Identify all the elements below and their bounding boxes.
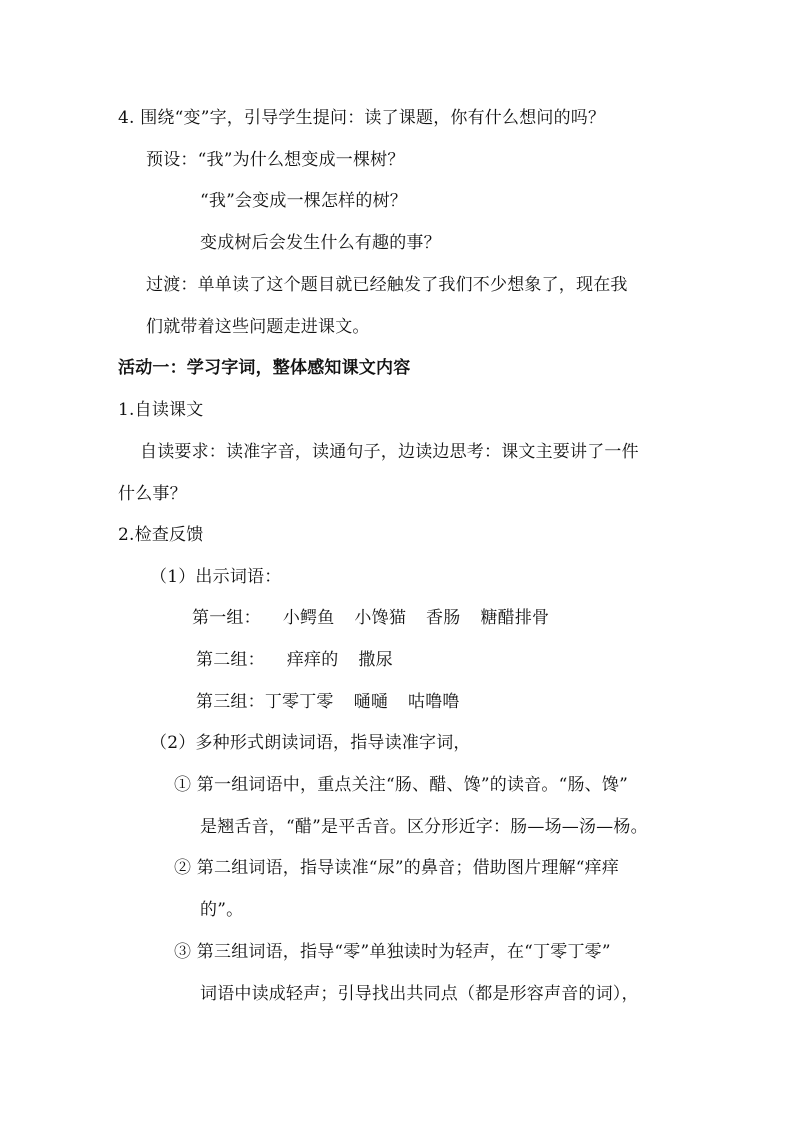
point-2-line-1: ② 第二组词语，指导读准“尿”的鼻音；借助图片理解“痒痒 <box>174 858 620 878</box>
activity-heading: 活动一：学习字词，整体感知课文内容 <box>118 358 411 378</box>
word-item: 咕噜噜 <box>408 692 460 712</box>
step-1-title: 1.自读课文 <box>118 400 204 420</box>
point-2-line-2: 的”。 <box>200 900 244 920</box>
word-item: 小馋猫 <box>354 608 407 628</box>
word-group-label: 第一组： <box>192 608 261 628</box>
preset-question-3: 变成树后会发生什么有趣的事？ <box>200 233 441 253</box>
sub-step-1-title: （1）出示词语： <box>150 567 282 587</box>
transition-line-1: 过渡：单单读了这个题目就已经触发了我们不少想象了，现在我 <box>146 275 628 295</box>
step-1-requirement-line-1: 自读要求：读准字音，读通句子，边读边思考：课文主要讲了一件 <box>140 442 639 462</box>
point-1-line-2: 是翘舌音，“醋”是平舌音。区分形近字：肠—场—汤—杨。 <box>200 817 648 837</box>
word-group-label: 第二组： <box>196 650 265 670</box>
point-3-line-2: 词语中读成轻声；引导找出共同点（都是形容声音的词）， <box>200 984 639 1004</box>
word-group-2 <box>196 648 393 672</box>
step-1-requirement-line-2: 什么事？ <box>118 484 187 504</box>
point-3-line-1: ③ 第三组词语，指导“零”单独读时为轻声，在“丁零丁零” <box>174 942 611 962</box>
word-item: 嗵嗵 <box>353 692 389 712</box>
word-item: 丁零丁零 <box>264 692 334 712</box>
word-group-1 <box>192 606 549 630</box>
word-group-label: 第三组： <box>196 692 265 712</box>
word-item: 香肠 <box>426 608 461 628</box>
preset-question-2: “我”会变成一棵怎样的树？ <box>200 191 407 211</box>
word-item: 痒痒的 <box>286 650 339 670</box>
word-item: 糖醋排骨 <box>480 608 550 628</box>
word-item: 小鳄鱼 <box>282 608 335 628</box>
point-1-line-1: ① 第一组词语中，重点关注“肠、醋、馋”的读音。“肠、馋” <box>174 775 628 795</box>
word-item: 撒尿 <box>358 650 393 670</box>
preset-question-1: 预设：“我”为什么想变成一棵树？ <box>146 150 405 170</box>
step-2-title: 2.检查反馈 <box>118 525 204 545</box>
word-group-3 <box>196 690 460 714</box>
sub-step-2-title: （2）多种形式朗读词语，指导读准字词， <box>150 733 471 753</box>
transition-line-2: 们就带着这些问题走进课文。 <box>146 317 370 337</box>
intro-item-4: 4. 围绕“变”字，引导学生提问：读了课题，你有什么想问的吗？ <box>118 108 606 128</box>
